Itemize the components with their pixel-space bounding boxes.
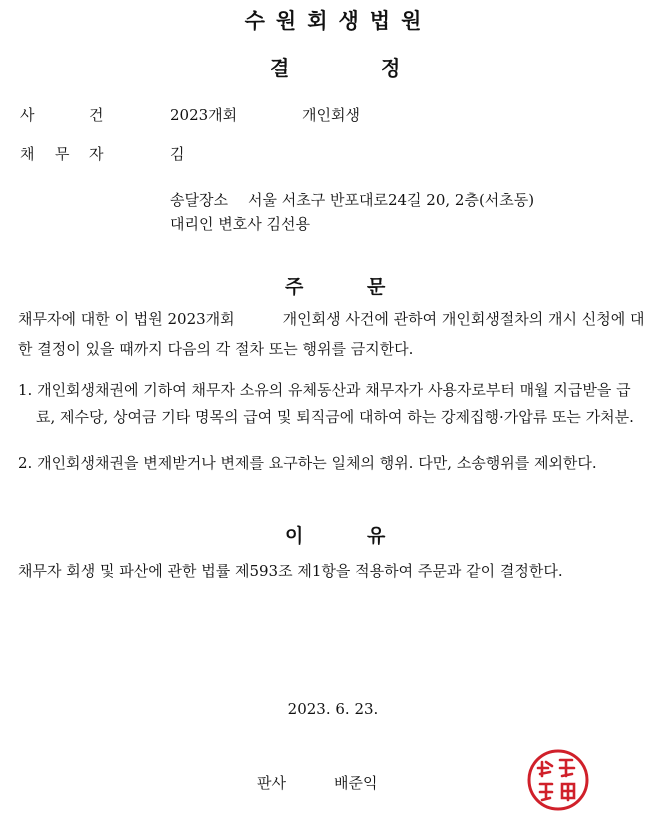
agent-text: 대리인 변호사 김선용 [170, 215, 310, 233]
main-order-item-1: 1. 개인회생채권에 기하여 채무자 소유의 유체동산과 채무자가 사용자로부터 매월 지급받을 급료, 제수당, 상여금 기타 명목의 급여 및 퇴직금에 대하여 하는 강제집행·가압류 또는 가처분. [18, 381, 634, 426]
case-type: 개인회생 [302, 106, 360, 124]
service-label: 송달장소 [170, 191, 228, 209]
case-label-1: 사 [20, 106, 35, 124]
service-address: 서울 서초구 반포대로24길 20, 2층(서초동) [248, 191, 535, 209]
main-order-heading-1: 주 [285, 276, 304, 298]
debtor-name: 김 [170, 145, 185, 163]
case-label-2: 건 [89, 106, 104, 124]
case-number: 2023개회 [170, 106, 238, 124]
document-title-part1: 결 [270, 56, 290, 80]
judge-title: 판사 [257, 774, 286, 792]
document-title-part2: 정 [381, 56, 401, 80]
reason-text: 채무자 회생 및 파산에 관한 법률 제593조 제1항을 적용하여 주문과 같이 결정한다. [18, 562, 563, 580]
reason-heading-1: 이 [285, 525, 304, 547]
main-order-item-2: 2. 개인회생채권을 변제받거나 변제를 요구하는 일체의 행위. 다만, 소송행위를 제외한다. [18, 454, 597, 472]
main-order-intro-part2: 개인회생 사건에 관하여 개인회생절차의 개시 신청에 대한 결정이 있을 때까지 다음의 각 절차 또는 행위를 금지한다. [18, 310, 645, 358]
debtor-label-2: 무 [55, 145, 70, 163]
main-order-heading-2: 문 [367, 276, 386, 298]
debtor-label-1: 채 [20, 145, 35, 163]
judge-seal-icon [526, 748, 590, 812]
decision-date: 2023. 6. 23. [287, 700, 379, 718]
main-order-intro-part1: 채무자에 대한 이 법원 2023개회 [18, 310, 235, 328]
main-order-intro [18, 304, 650, 364]
document-title [0, 52, 666, 78]
judge-name: 배준익 [334, 774, 378, 792]
reason-heading-2: 유 [367, 525, 386, 547]
court-name: 수원회생법원 [244, 9, 433, 33]
debtor-label-3: 자 [89, 145, 104, 163]
